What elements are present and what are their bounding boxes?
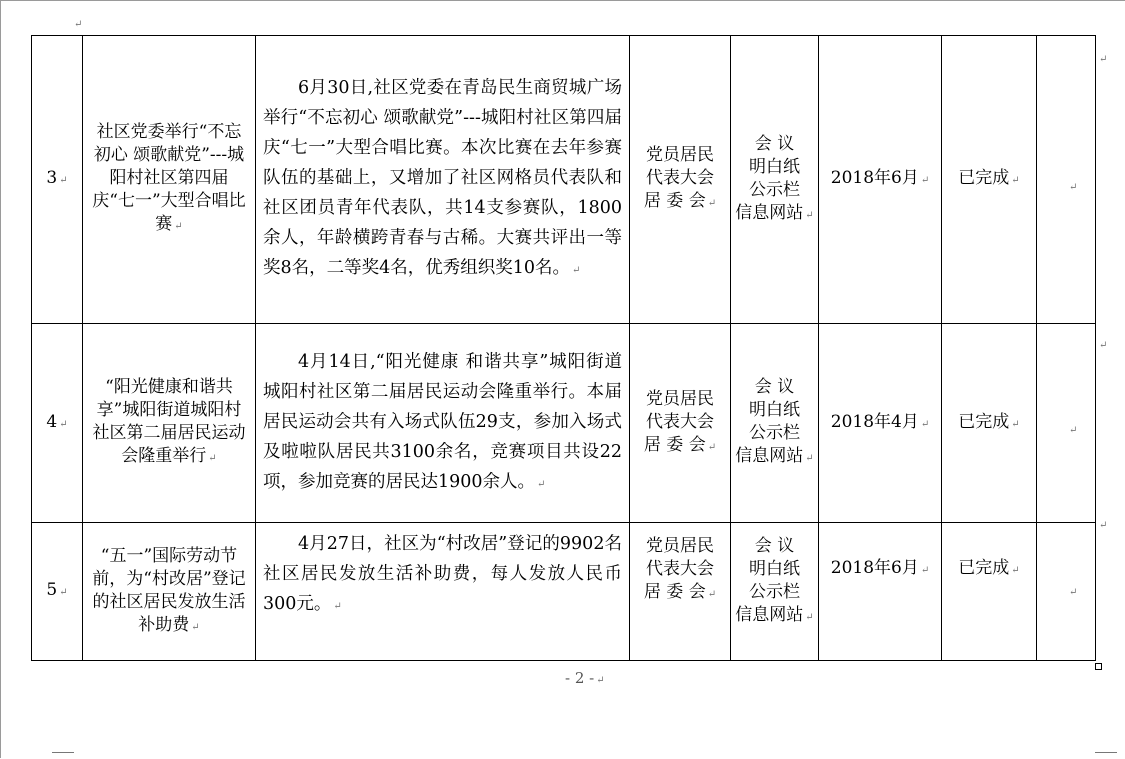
page-edge-top bbox=[0, 0, 1125, 1]
status-cell: 已完成 ↵ bbox=[942, 523, 1037, 661]
empty-cell: ↵ bbox=[1037, 36, 1096, 324]
paragraph-mark-icon: ↵ bbox=[1099, 54, 1108, 65]
paragraph-mark-icon: ↵ bbox=[74, 19, 83, 30]
paragraph-mark-icon: ↵ bbox=[1099, 520, 1108, 531]
responsible-party: 党员居民 代表大会 居 委 会 ↵ bbox=[630, 324, 731, 523]
disclosure-channels: 会 议 明白纸 公示栏 信息网站 ↵ bbox=[731, 324, 819, 523]
item-title: “五一”国际劳动节前，为“村改居”登记的社区居民发放生活补助费 ↵ bbox=[83, 523, 256, 661]
disclosure-table bbox=[31, 35, 1096, 661]
table-row bbox=[32, 36, 1096, 324]
table-resize-handle[interactable] bbox=[1095, 663, 1102, 670]
item-title: 社区党委举行“不忘初心 颂歌献党”---城阳村社区第四届庆“七一”大型合唱比赛 ↵ bbox=[83, 36, 256, 324]
row-number: 4 ↵ bbox=[32, 324, 83, 523]
empty-cell: ↵ bbox=[1037, 523, 1096, 661]
paragraph-mark-icon: ↵ bbox=[1099, 340, 1108, 351]
disclosure-channels: 会 议 明白纸 公示栏 信息网站 ↵ bbox=[731, 36, 819, 324]
item-detail: 4月14日,“阳光健康 和谐共享”城阳街道城阳村社区第二届居民运动会隆重举行。本届居民运动会共有入场式队伍29支，参加入场式及啦啦队居民共3100余名，竞赛项目共设22项，参加竞赛的居民达1900余人。 ↵ bbox=[256, 324, 630, 523]
time-cell: 2018年4月 ↵ bbox=[819, 324, 942, 523]
item-detail: 6月30日,社区党委在青岛民生商贸城广场举行“不忘初心 颂歌献党”---城阳村社区第四届庆“七一”大型合唱比赛。本次比赛在去年参赛队伍的基础上，又增加了社区网格员代表队和社区团员青年代表队，共14支参赛队，1800余人，年龄横跨青春与古稀。大赛共评出一等奖8名，二等奖4名，优秀组织奖10名。 ↵ bbox=[256, 36, 630, 324]
row-number: 5 ↵ bbox=[32, 523, 83, 661]
responsible-party: 党员居民 代表大会 居 委 会 ↵ bbox=[630, 36, 731, 324]
table-row bbox=[32, 523, 1096, 661]
status-cell: 已完成 ↵ bbox=[942, 36, 1037, 324]
responsible-party: 党员居民 代表大会 居 委 会 ↵ bbox=[630, 523, 731, 661]
table-row bbox=[32, 324, 1096, 523]
disclosure-channels: 会 议 明白纸 公示栏 信息网站 ↵ bbox=[731, 523, 819, 661]
row-number: 3 ↵ bbox=[32, 36, 83, 324]
page-number: - 2 - ↵ bbox=[565, 669, 605, 687]
status-cell: 已完成 ↵ bbox=[942, 324, 1037, 523]
item-detail: 4月27日，社区为“村改居”登记的9902名社区居民发放生活补助费，每人发放人民币300元。 ↵ bbox=[256, 523, 630, 661]
empty-cell: ↵ bbox=[1037, 324, 1096, 523]
item-title: “阳光健康和谐共享”城阳街道城阳村社区第二届居民运动会隆重举行 ↵ bbox=[83, 324, 256, 523]
page-edge-left bbox=[0, 0, 1, 758]
time-cell: 2018年6月 ↵ bbox=[819, 36, 942, 324]
time-cell: 2018年6月 ↵ bbox=[819, 523, 942, 661]
